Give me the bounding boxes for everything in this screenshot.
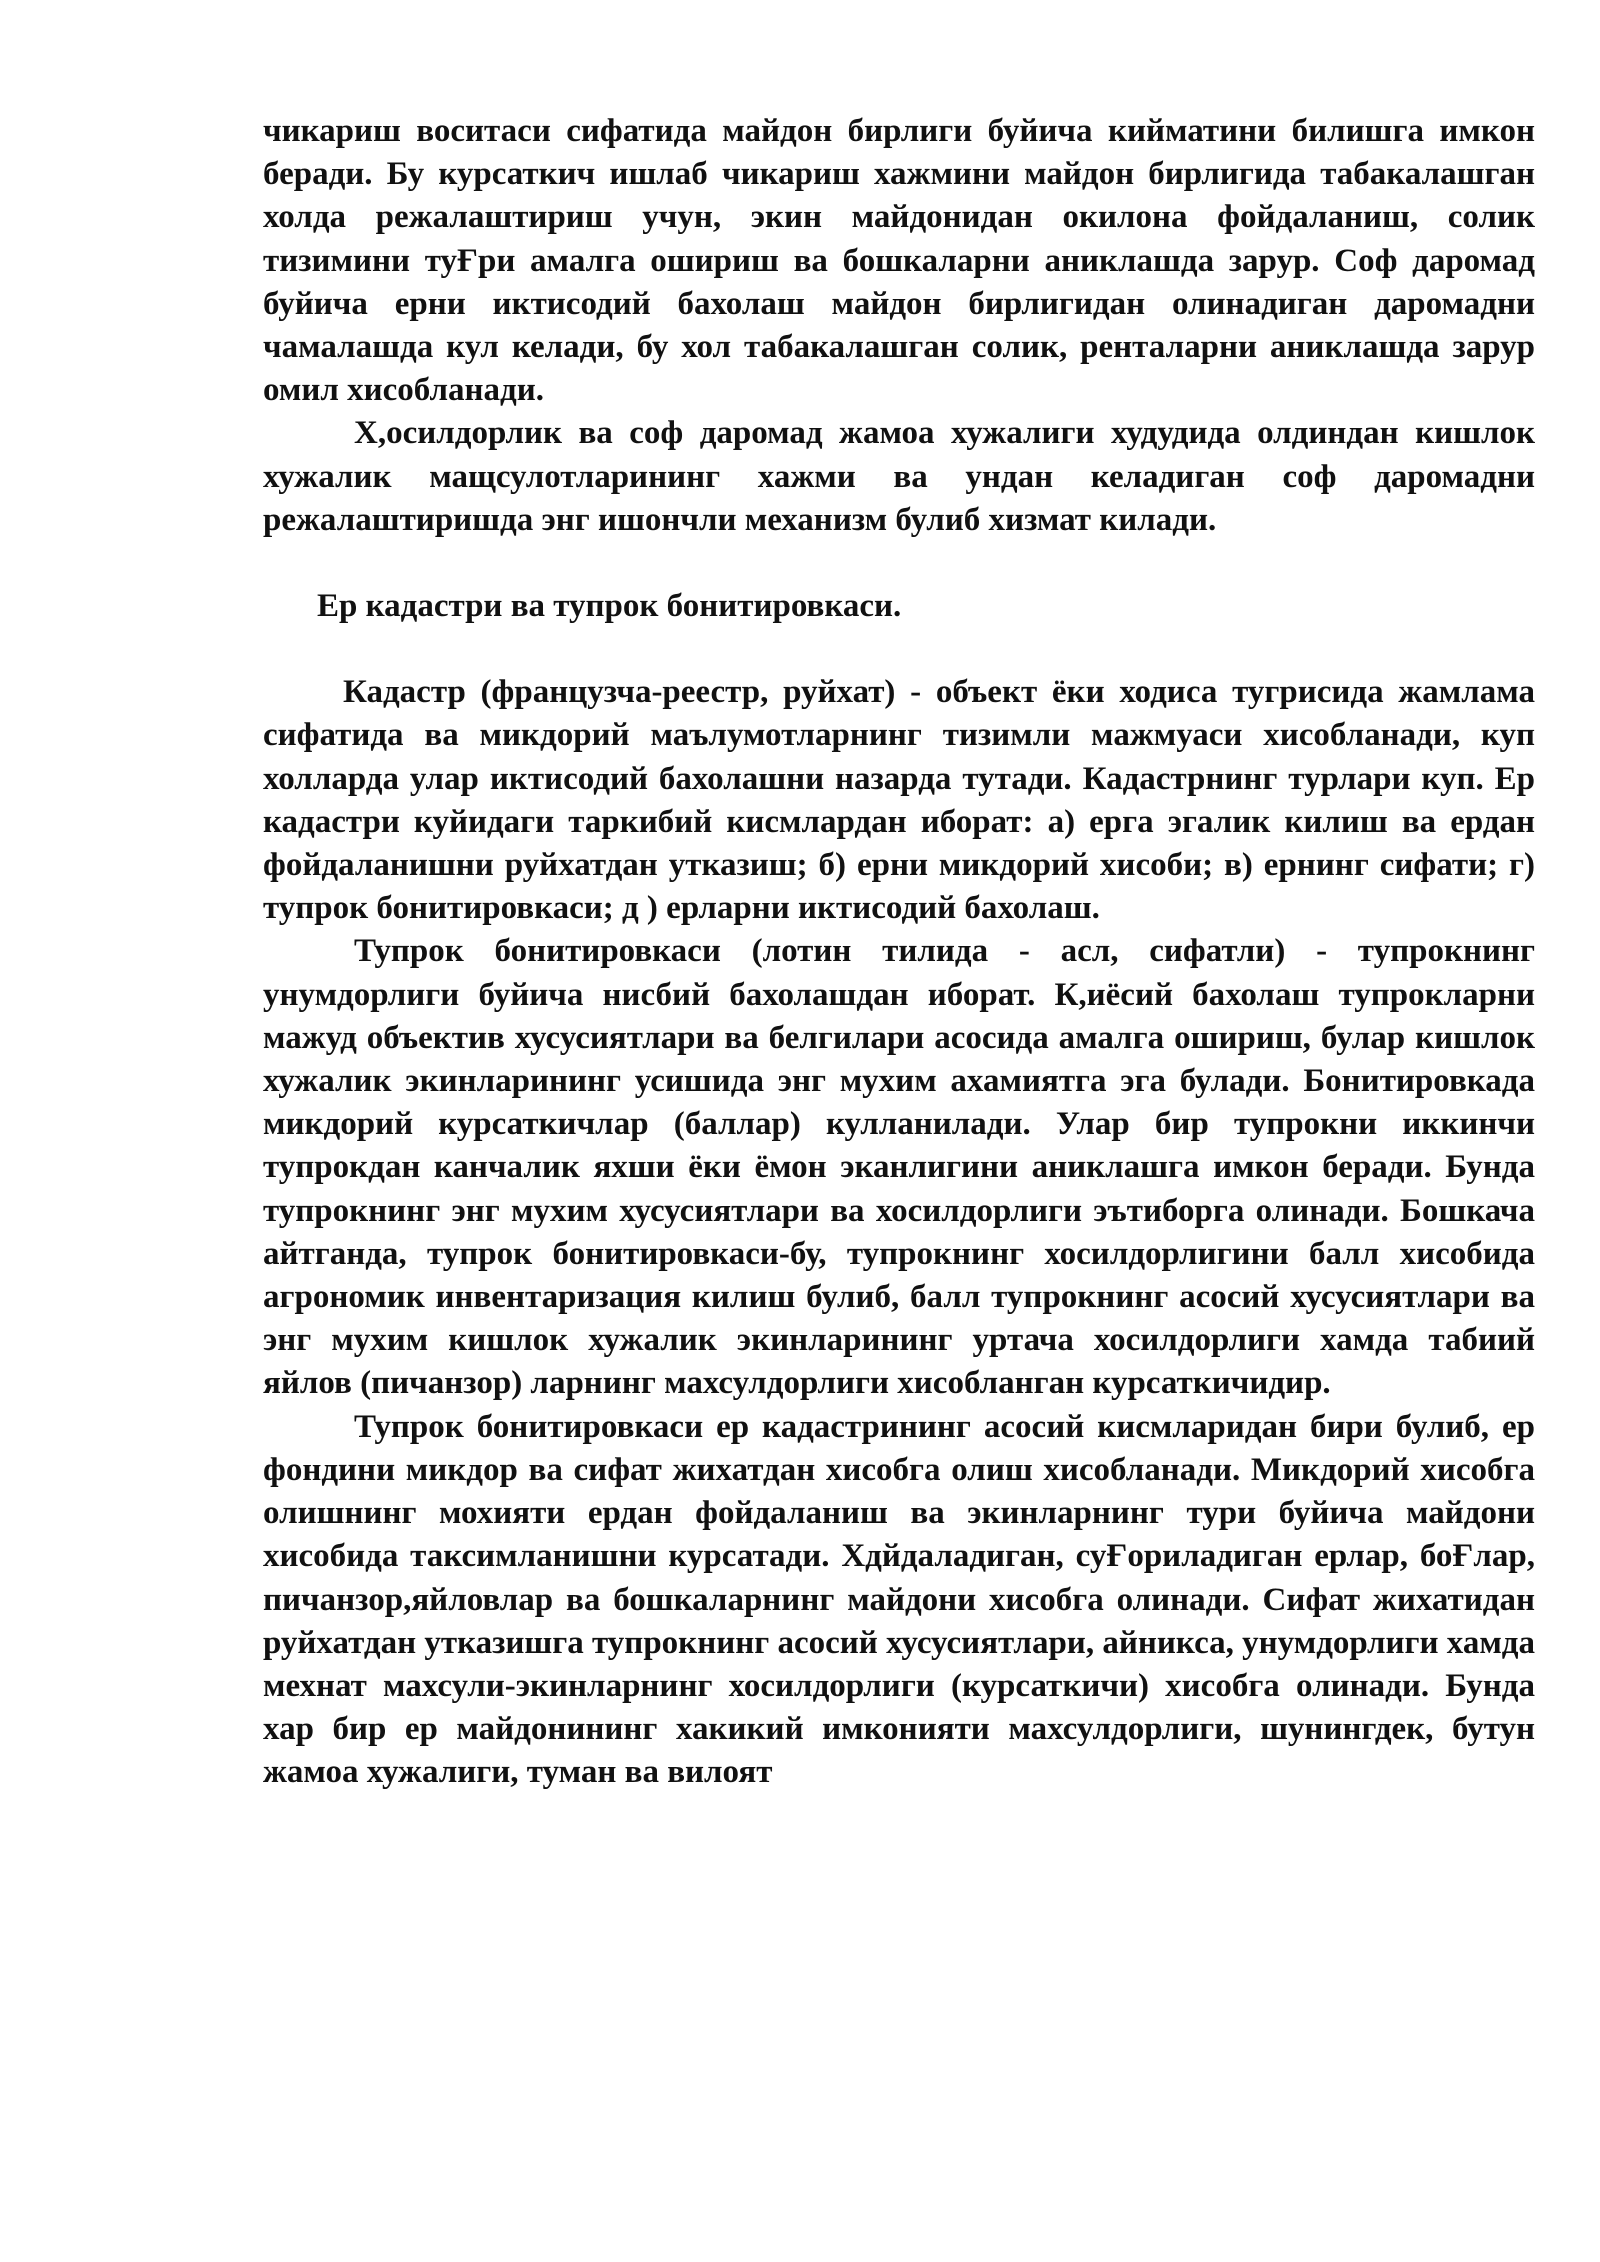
document-page [263, 110, 1535, 1795]
paragraph-continued: чикариш воситаси сифатида майдон бирлиги буйича кийматини билишга имкон беради. Бу курсаткич ишлаб чикариш хажмини майдон бирлигида табакалашган холда режалаштириш учун, экин майдонидан окилона фойдаланиш, солик тизимини туҒри амалга ошириш ва бошкаларни аниклашда зарур. Соф даромад буйича ерни иктисодий бахолаш майдон бирлигидан олинадиган даромадни чамалашда кул келади, бу хол табакалашган солик, ренталарни аниклашда зарур омил хисобланади. [263, 113, 1535, 409]
spacer [263, 542, 1535, 585]
paragraph-yield: Х,осилдорлик ва соф даромад жамоа хужалиги худудида олдиндан кишлок хужалик мащсулотларининг хажми ва ундан келадиган соф даромадни режалаштиришда энг ишончли механизм булиб хизмат килади. [263, 415, 1535, 538]
paragraph-bonitation: Тупрок бонитировкаси (лотин тилида - асл, сифатли) - тупрокнинг унумдорлиги буйича нисбий бахолашдан иборат. К,иёсий бахолаш тупрокларни мажуд объектив хусусиятлари ва белгилари асосида амалга ошириш, булар кишлок хужалик экинларининг усишида энг мухим ахамиятга эга булади. Бонитировкада микдорий курсаткичлар (баллар) кулланилади. Улар бир тупрокни иккинчи тупрокдан канчалик яхши ёки ёмон эканлигини аниклашга имкон беради. Бунда тупрокнинг энг мухим хусусиятлари ва хосилдорлиги эътиборга олинади. Бошкача айтганда, тупрок бонитировкаси-бу, тупрокнинг хосилдорлигини балл хисобида агрономик инвентаризация килиш булиб, балл тупрокнинг асосий хусусиятлари ва энг мухим кишлок хужалик экинларининг уртача хосилдорлиги хамда табиий яйлов (пичанзор) ларнинг махсулдорлиги хисобланган курсаткичидир. [263, 933, 1535, 1402]
section-heading: Ер кадастри ва тупрок бонитировкаси. [317, 588, 902, 625]
paragraph-bonitation-part: Тупрок бонитировкаси ер кадастрининг асосий кисмларидан бири булиб, ер фондини микдор ва сифат жихатдан хисобга олиш хисобланади. Микдорий хисобга олишнинг мохияти ердан фойдаланиш ва экинларнинг тури буйича майдони хисобида таксимланишни курсатади. Хдйдаладиган, суҒориладиган ерлар, боҒлар, пичанзор,яйловлар ва бошкаларнинг майдони хисобга олинади. Сифат жихатидан руйхатдан утказишга тупрокнинг асосий хусусиятлари, айникса, унумдорлиги хамда мехнат махсули-экинларнинг хосилдорлиги (курсаткичи) хисобга олинади. Бунда хар бир ер майдонининг хакикий имконияти махсулдорлиги, шунингдек, бутун жамоа хужалиги, туман ва вилоят [263, 1408, 1535, 1791]
spacer [263, 628, 1535, 671]
paragraph-cadastre: Кадастр (французча-реестр, руйхат) - объект ёки ходиса тугрисида жамлама сифатида ва микдорий маълумотларнинг тизимли мажмуаси хисобланади, куп холларда улар иктисодий бахолашни назарда тутади. Кадастрнинг турлари куп. Ер кадастри куйидаги таркибий кисмлардан иборат: а) ерга эгалик килиш ва ердан фойдаланишни руйхатдан утказиш; б) ерни микдорий хисоби; в) ернинг сифати; г) тупрок бонитировкаси; д ) ерларни иктисодий бахолаш. [263, 674, 1535, 927]
